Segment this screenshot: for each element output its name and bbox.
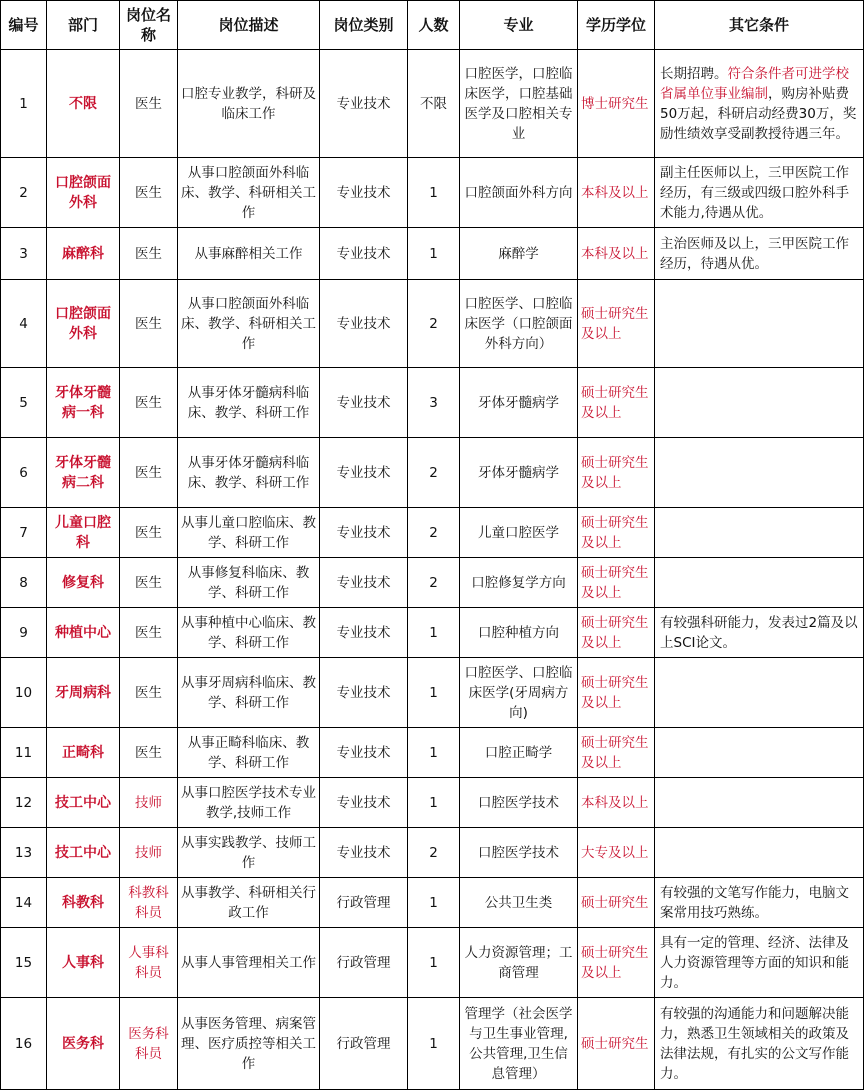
cell-desc: 从事口腔医学技术专业教学,技师工作	[178, 778, 320, 828]
cell-no: 11	[1, 728, 47, 778]
cell-other: 有较强的文笔写作能力，电脑文案常用技巧熟练。	[655, 878, 864, 928]
cell-dept: 牙周病科	[47, 658, 120, 728]
cell-other	[655, 438, 864, 508]
cell-desc: 从事口腔颌面外科临床、教学、科研相关工作	[178, 158, 320, 228]
cell-count: 1	[408, 778, 460, 828]
cell-no: 13	[1, 828, 47, 878]
cell-desc: 从事医务管理、病案管理、医疗质控等相关工作	[178, 998, 320, 1090]
cell-type: 行政管理	[320, 878, 408, 928]
cell-title: 医生	[120, 608, 178, 658]
cell-desc: 从事人事管理相关工作	[178, 928, 320, 998]
cell-dept: 修复科	[47, 558, 120, 608]
header-edu: 学历学位	[578, 1, 655, 50]
cell-edu: 硕士研究生及以上	[578, 608, 655, 658]
cell-edu: 硕士研究生	[578, 998, 655, 1090]
cell-edu: 硕士研究生及以上	[578, 508, 655, 558]
cell-edu: 博士研究生	[578, 50, 655, 158]
cell-count: 1	[408, 998, 460, 1090]
cell-no: 5	[1, 368, 47, 438]
cell-title: 技师	[120, 828, 178, 878]
table-row	[1, 778, 864, 828]
cell-other	[655, 778, 864, 828]
cell-dept: 种植中心	[47, 608, 120, 658]
cell-title: 医生	[120, 438, 178, 508]
cell-no: 4	[1, 280, 47, 368]
cell-edu: 硕士研究生及以上	[578, 368, 655, 438]
cell-count: 1	[408, 878, 460, 928]
cell-title: 医生	[120, 368, 178, 438]
cell-major: 口腔颌面外科方向	[460, 158, 578, 228]
table-row	[1, 508, 864, 558]
cell-desc: 口腔专业教学，科研及临床工作	[178, 50, 320, 158]
cell-count: 1	[408, 658, 460, 728]
cell-dept: 不限	[47, 50, 120, 158]
cell-desc: 从事牙周病科临床、教学、科研工作	[178, 658, 320, 728]
cell-other: 有较强科研能力，发表过2篇及以上SCI论文。	[655, 608, 864, 658]
cell-type: 专业技术	[320, 280, 408, 368]
cell-major: 公共卫生类	[460, 878, 578, 928]
header-count: 人数	[408, 1, 460, 50]
cell-title: 医生	[120, 158, 178, 228]
table-row	[1, 228, 864, 280]
cell-type: 专业技术	[320, 50, 408, 158]
cell-major: 口腔修复学方向	[460, 558, 578, 608]
cell-edu: 大专及以上	[578, 828, 655, 878]
table-row	[1, 438, 864, 508]
cell-other: 主治医师及以上，三甲医院工作经历，待遇从优。	[655, 228, 864, 280]
cell-count: 1	[408, 728, 460, 778]
table-row	[1, 658, 864, 728]
cell-desc: 从事牙体牙髓病科临床、教学、科研工作	[178, 368, 320, 438]
table-row	[1, 878, 864, 928]
cell-other: 有较强的沟通能力和问题解决能力，熟悉卫生领域相关的政策及法律法规，有扎实的公文写作能力。	[655, 998, 864, 1090]
cell-edu: 硕士研究生及以上	[578, 928, 655, 998]
cell-type: 专业技术	[320, 158, 408, 228]
header-row	[1, 1, 864, 50]
table-row	[1, 828, 864, 878]
table-row	[1, 998, 864, 1090]
cell-count: 2	[408, 508, 460, 558]
cell-title: 医务科科员	[120, 998, 178, 1090]
cell-count: 2	[408, 280, 460, 368]
cell-type: 行政管理	[320, 928, 408, 998]
cell-type: 专业技术	[320, 558, 408, 608]
cell-type: 专业技术	[320, 778, 408, 828]
cell-dept: 人事科	[47, 928, 120, 998]
cell-other	[655, 368, 864, 438]
cell-dept: 口腔颌面外科	[47, 158, 120, 228]
cell-dept: 技工中心	[47, 828, 120, 878]
cell-other	[655, 508, 864, 558]
cell-dept: 牙体牙髓病二科	[47, 438, 120, 508]
cell-dept: 儿童口腔科	[47, 508, 120, 558]
cell-major: 口腔医学、口腔临床医学(牙周病方向)	[460, 658, 578, 728]
table-row	[1, 928, 864, 998]
cell-edu: 本科及以上	[578, 158, 655, 228]
header-type: 岗位类别	[320, 1, 408, 50]
cell-edu: 硕士研究生及以上	[578, 438, 655, 508]
header-desc: 岗位描述	[178, 1, 320, 50]
cell-count: 2	[408, 558, 460, 608]
cell-desc: 从事口腔颌面外科临床、教学、科研相关工作	[178, 280, 320, 368]
table-row	[1, 158, 864, 228]
cell-no: 9	[1, 608, 47, 658]
cell-major: 人力资源管理；工商管理	[460, 928, 578, 998]
cell-edu: 硕士研究生及以上	[578, 558, 655, 608]
cell-type: 专业技术	[320, 438, 408, 508]
cell-count: 1	[408, 608, 460, 658]
cell-title: 医生	[120, 728, 178, 778]
cell-count: 1	[408, 228, 460, 280]
cell-type: 专业技术	[320, 828, 408, 878]
cell-desc: 从事修复科临床、教学、科研工作	[178, 558, 320, 608]
cell-major: 口腔医学、口腔临床医学（口腔颌面外科方向）	[460, 280, 578, 368]
cell-count: 2	[408, 438, 460, 508]
cell-other	[655, 50, 864, 158]
cell-no: 1	[1, 50, 47, 158]
cell-count: 1	[408, 928, 460, 998]
table-row	[1, 368, 864, 438]
cell-dept: 医务科	[47, 998, 120, 1090]
cell-desc: 从事种植中心临床、教学、科研工作	[178, 608, 320, 658]
cell-type: 专业技术	[320, 508, 408, 558]
cell-other	[655, 280, 864, 368]
cell-count: 3	[408, 368, 460, 438]
cell-edu: 硕士研究生及以上	[578, 658, 655, 728]
cell-major: 管理学（社会医学与卫生事业管理,公共管理,卫生信息管理）	[460, 998, 578, 1090]
table-row	[1, 608, 864, 658]
cell-edu: 本科及以上	[578, 778, 655, 828]
cell-count: 1	[408, 158, 460, 228]
cell-no: 15	[1, 928, 47, 998]
table-row	[1, 558, 864, 608]
cell-count: 不限	[408, 50, 460, 158]
cell-no: 3	[1, 228, 47, 280]
header-major: 专业	[460, 1, 578, 50]
other-highlight: 符合条件者可进学校省属单位事业编制	[660, 65, 849, 102]
cell-title: 人事科科员	[120, 928, 178, 998]
cell-type: 专业技术	[320, 658, 408, 728]
cell-major: 儿童口腔医学	[460, 508, 578, 558]
cell-desc: 从事牙体牙髓病科临床、教学、科研工作	[178, 438, 320, 508]
cell-no: 2	[1, 158, 47, 228]
cell-desc: 从事教学、科研相关行政工作	[178, 878, 320, 928]
cell-no: 6	[1, 438, 47, 508]
cell-no: 7	[1, 508, 47, 558]
cell-count: 2	[408, 828, 460, 878]
cell-edu: 硕士研究生及以上	[578, 280, 655, 368]
header-no: 编号	[1, 1, 47, 50]
cell-type: 专业技术	[320, 368, 408, 438]
cell-major: 牙体牙髓病学	[460, 438, 578, 508]
cell-dept: 牙体牙髓病一科	[47, 368, 120, 438]
header-dept: 部门	[47, 1, 120, 50]
cell-dept: 正畸科	[47, 728, 120, 778]
cell-title: 技师	[120, 778, 178, 828]
cell-no: 10	[1, 658, 47, 728]
cell-title: 医生	[120, 508, 178, 558]
cell-no: 16	[1, 998, 47, 1090]
cell-title: 医生	[120, 280, 178, 368]
cell-title: 医生	[120, 658, 178, 728]
header-other: 其它条件	[655, 1, 864, 50]
cell-dept: 口腔颌面外科	[47, 280, 120, 368]
cell-major: 口腔种植方向	[460, 608, 578, 658]
cell-type: 专业技术	[320, 228, 408, 280]
cell-major: 口腔医学，口腔临床医学，口腔基础医学及口腔相关专业	[460, 50, 578, 158]
cell-other: 具有一定的管理、经济、法律及人力资源管理等方面的知识和能力。	[655, 928, 864, 998]
cell-major: 牙体牙髓病学	[460, 368, 578, 438]
cell-no: 8	[1, 558, 47, 608]
cell-type: 专业技术	[320, 728, 408, 778]
cell-dept: 科教科	[47, 878, 120, 928]
cell-edu: 硕士研究生及以上	[578, 728, 655, 778]
cell-desc: 从事麻醉相关工作	[178, 228, 320, 280]
cell-edu: 硕士研究生	[578, 878, 655, 928]
cell-title: 医生	[120, 228, 178, 280]
table-row	[1, 280, 864, 368]
cell-title: 医生	[120, 558, 178, 608]
table-row	[1, 50, 864, 158]
other-text: 长期招聘。	[660, 65, 728, 82]
cell-other: 副主任医师以上，三甲医院工作经历，有三级或四级口腔外科手术能力,待遇从优。	[655, 158, 864, 228]
cell-type: 专业技术	[320, 608, 408, 658]
cell-major: 麻醉学	[460, 228, 578, 280]
cell-edu: 本科及以上	[578, 228, 655, 280]
cell-type: 行政管理	[320, 998, 408, 1090]
table-row	[1, 728, 864, 778]
cell-desc: 从事正畸科临床、教学、科研工作	[178, 728, 320, 778]
cell-other	[655, 558, 864, 608]
cell-desc: 从事实践教学、技师工作	[178, 828, 320, 878]
cell-no: 12	[1, 778, 47, 828]
cell-major: 口腔正畸学	[460, 728, 578, 778]
cell-other	[655, 658, 864, 728]
cell-desc: 从事儿童口腔临床、教学、科研工作	[178, 508, 320, 558]
cell-title: 科教科科员	[120, 878, 178, 928]
cell-no: 14	[1, 878, 47, 928]
header-title: 岗位名称	[120, 1, 178, 50]
other-tail: ，购房补贴费50万起，科研启动经费30万，奖励性绩效享受副教授待遇三年。	[660, 85, 857, 142]
cell-major: 口腔医学技术	[460, 778, 578, 828]
cell-dept: 麻醉科	[47, 228, 120, 280]
cell-other	[655, 828, 864, 878]
cell-major: 口腔医学技术	[460, 828, 578, 878]
cell-other	[655, 728, 864, 778]
cell-title: 医生	[120, 50, 178, 158]
cell-dept: 技工中心	[47, 778, 120, 828]
